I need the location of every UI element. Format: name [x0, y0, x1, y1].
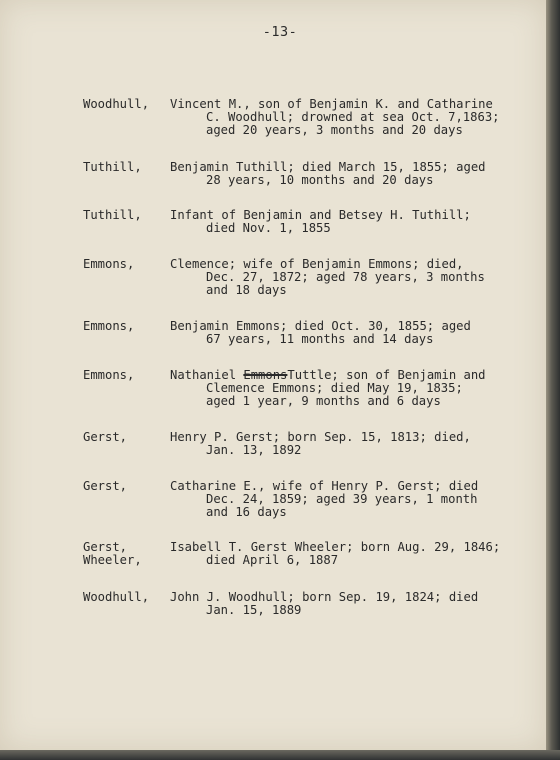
page-edge-right	[546, 0, 560, 760]
entry-line: Benjamin Tuthill; died March 15, 1855; aged	[170, 160, 486, 174]
entry-line: Henry P. Gerst; born Sep. 15, 1813; died,	[170, 430, 471, 444]
entry-text	[170, 480, 530, 518]
struck-text: Emmons	[243, 368, 288, 382]
entry-line: Dec. 24, 1859; aged 39 years, 1 month	[206, 491, 478, 506]
entry-line: Dec. 27, 1872; aged 78 years, 3 months	[206, 269, 485, 284]
entry-surname: Emmons,	[83, 319, 135, 333]
entry-line: Clemence Emmons; died May 19, 1835;	[206, 380, 463, 395]
entry-line: John J. Woodhull; born Sep. 19, 1824; died	[170, 590, 479, 604]
entry-line: Vincent M., son of Benjamin K. and Catharine	[170, 97, 493, 111]
page-edge-bottom	[0, 750, 560, 760]
entry-text	[170, 431, 530, 457]
entry-line: 67 years, 11 months and 14 days	[206, 331, 434, 346]
entry-text	[170, 161, 530, 187]
entry-line: aged 20 years, 3 months and 20 days	[206, 122, 463, 137]
entry-line: Isabell T. Gerst Wheeler; born Aug. 29, 1846;	[170, 540, 501, 554]
entry-text	[170, 369, 530, 407]
entry-text	[170, 591, 530, 617]
entry-line: C. Woodhull; drowned at sea Oct. 7,1863;	[206, 109, 500, 124]
entry-surname: Woodhull,	[83, 590, 150, 604]
entry-line: Jan. 15, 1889	[206, 602, 302, 617]
entry-line: Jan. 13, 1892	[206, 442, 302, 457]
entry-line: died April 6, 1887	[206, 552, 339, 567]
entry-surname: Gerst,	[83, 479, 128, 493]
entry-line-prefix: Nathaniel	[170, 368, 244, 382]
entry-text	[170, 258, 530, 296]
entry-line: Infant of Benjamin and Betsey H. Tuthill;	[170, 208, 471, 222]
entry-line: 28 years, 10 months and 20 days	[206, 172, 434, 187]
entry-text	[170, 320, 530, 346]
entry-line: died Nov. 1, 1855	[206, 220, 331, 235]
entry-surname: Gerst,	[83, 430, 128, 444]
entry-line: and 18 days	[206, 282, 287, 297]
entry-line: Catharine E., wife of Henry P. Gerst; died	[170, 479, 479, 493]
entry-line	[170, 369, 530, 382]
entry-line: Clemence; wife of Benjamin Emmons; died,	[170, 257, 464, 271]
entry-surname: Tuthill,	[83, 208, 142, 222]
entry-text	[170, 541, 530, 567]
entry-text	[170, 98, 530, 136]
page-number: -13-	[262, 24, 298, 40]
entry-surname: Tuthill,	[83, 160, 142, 174]
entry-line-rest: Tuttle; son of Benjamin and	[287, 368, 486, 382]
entry-surname: Woodhull,	[83, 97, 150, 111]
entry-surname: Gerst, Wheeler,	[83, 540, 142, 567]
entry-line: Benjamin Emmons; died Oct. 30, 1855; aged	[170, 319, 471, 333]
entry-line: and 16 days	[206, 504, 287, 519]
entry-text	[170, 209, 530, 235]
entry-surname: Emmons,	[83, 368, 135, 382]
entry-surname: Emmons,	[83, 257, 135, 271]
entry-line: aged 1 year, 9 months and 6 days	[206, 393, 441, 408]
